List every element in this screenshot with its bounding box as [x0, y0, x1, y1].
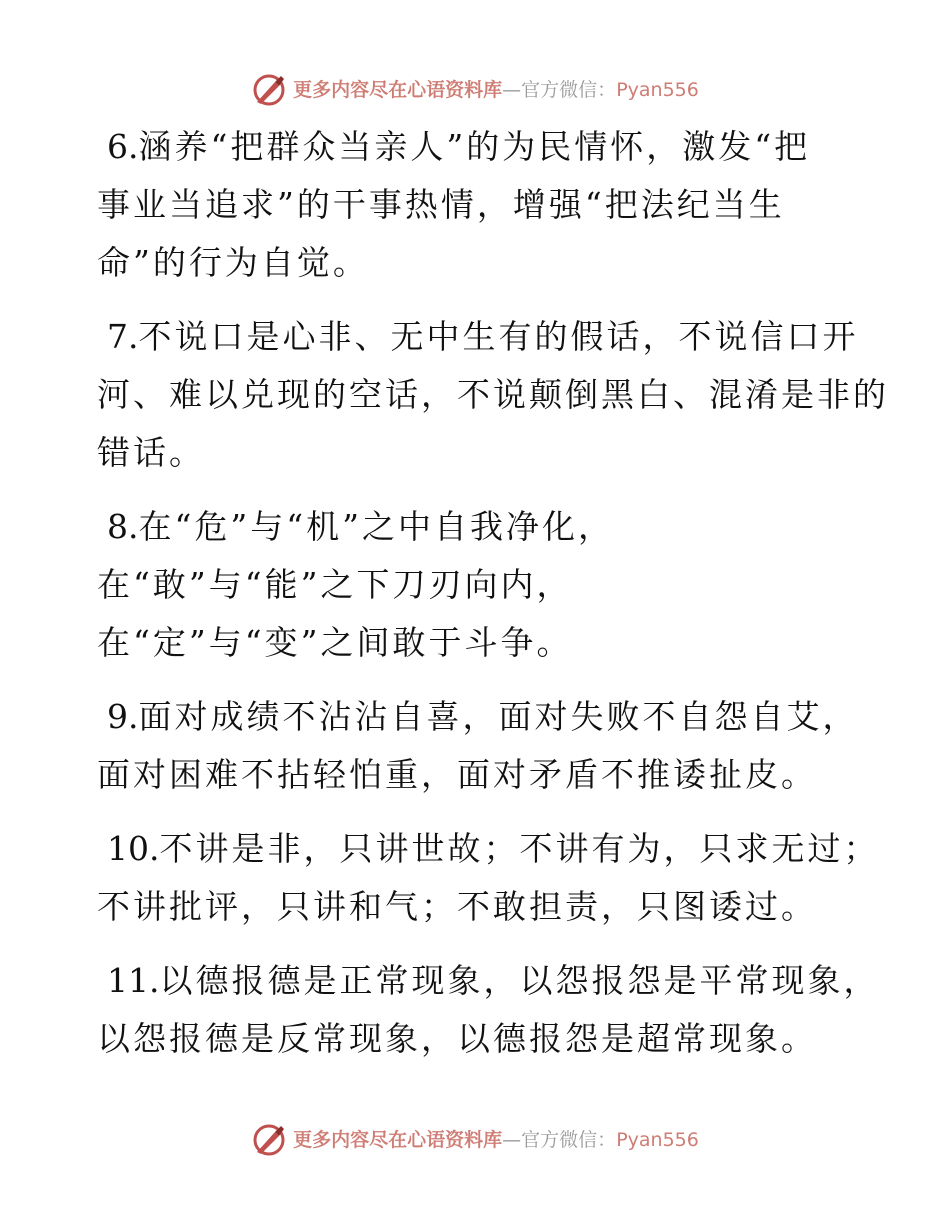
- item-text: 面对成绩不沾沾自喜，面对失败不自怨自艾，: [138, 697, 859, 736]
- banner-brand-text: 更多内容尽在心语资料库: [293, 1128, 503, 1151]
- item-text: 涵养“把群众当亲人”的为民情怀，激发“把: [138, 127, 811, 166]
- list-item: [97, 118, 877, 292]
- list-item: [97, 308, 889, 482]
- item-line: [97, 688, 877, 746]
- pen-logo-icon: [251, 72, 287, 108]
- footer-banner: [0, 1120, 950, 1160]
- banner-wechat-id: Pyan556: [616, 78, 699, 101]
- document-body: [97, 118, 889, 1084]
- pen-logo-icon: [251, 1122, 287, 1158]
- item-text: 以德报德是正常现象，以怨报怨是平常现象，: [159, 961, 880, 1000]
- item-number: 6.: [107, 127, 139, 166]
- item-line: 在“定”与“变”之间敢于斗争。: [97, 623, 573, 662]
- item-line: 错话。: [97, 433, 205, 472]
- banner-dash: —: [502, 78, 522, 101]
- banner-text: [293, 78, 699, 101]
- item-line: [97, 952, 880, 1010]
- item-line: [97, 498, 877, 556]
- banner-dash: —: [502, 1128, 522, 1151]
- list-item: [97, 820, 880, 936]
- list-item: [97, 498, 877, 672]
- banner-wechat-label: 官方微信：: [521, 1128, 617, 1151]
- banner-brand-text: 更多内容尽在心语资料库: [293, 78, 503, 101]
- item-number: 9.: [107, 697, 139, 736]
- banner-wechat-label: 官方微信：: [521, 78, 617, 101]
- list-item: [97, 688, 877, 804]
- item-number: 10.: [107, 829, 160, 868]
- banner-wechat-id: Pyan556: [616, 1128, 699, 1151]
- item-line: [97, 820, 880, 878]
- item-line: 在“敢”与“能”之下刀刃向内，: [97, 565, 573, 604]
- item-line: [97, 118, 877, 176]
- item-number: 7.: [107, 317, 139, 356]
- item-line: [97, 308, 877, 366]
- banner-text: [293, 1128, 699, 1151]
- item-text: 在“危”与“机”之中自我净化，: [138, 507, 614, 546]
- list-item: [97, 952, 880, 1068]
- item-line: 命”的行为自觉。: [97, 243, 369, 282]
- item-number: 8.: [107, 507, 139, 546]
- item-line: 事业当追求”的干事热情，增强“把法纪当生: [97, 185, 785, 224]
- item-text: 不说口是心非、无中生有的假话，不说信口开: [138, 317, 859, 356]
- item-line: 河、难以兑现的空话，不说颠倒黑白、混淆是非的: [97, 375, 889, 414]
- item-text: 不讲是非，只讲世故；不讲有为，只求无过；: [159, 829, 880, 868]
- item-line: 以怨报德是反常现象，以德报怨是超常现象。: [97, 1019, 817, 1058]
- item-line: 面对困难不拈轻怕重，面对矛盾不推诿扯皮。: [97, 755, 817, 794]
- item-number: 11.: [107, 961, 160, 1000]
- item-line: 不讲批评，只讲和气；不敢担责，只图诿过。: [97, 887, 817, 926]
- header-banner: [0, 70, 950, 110]
